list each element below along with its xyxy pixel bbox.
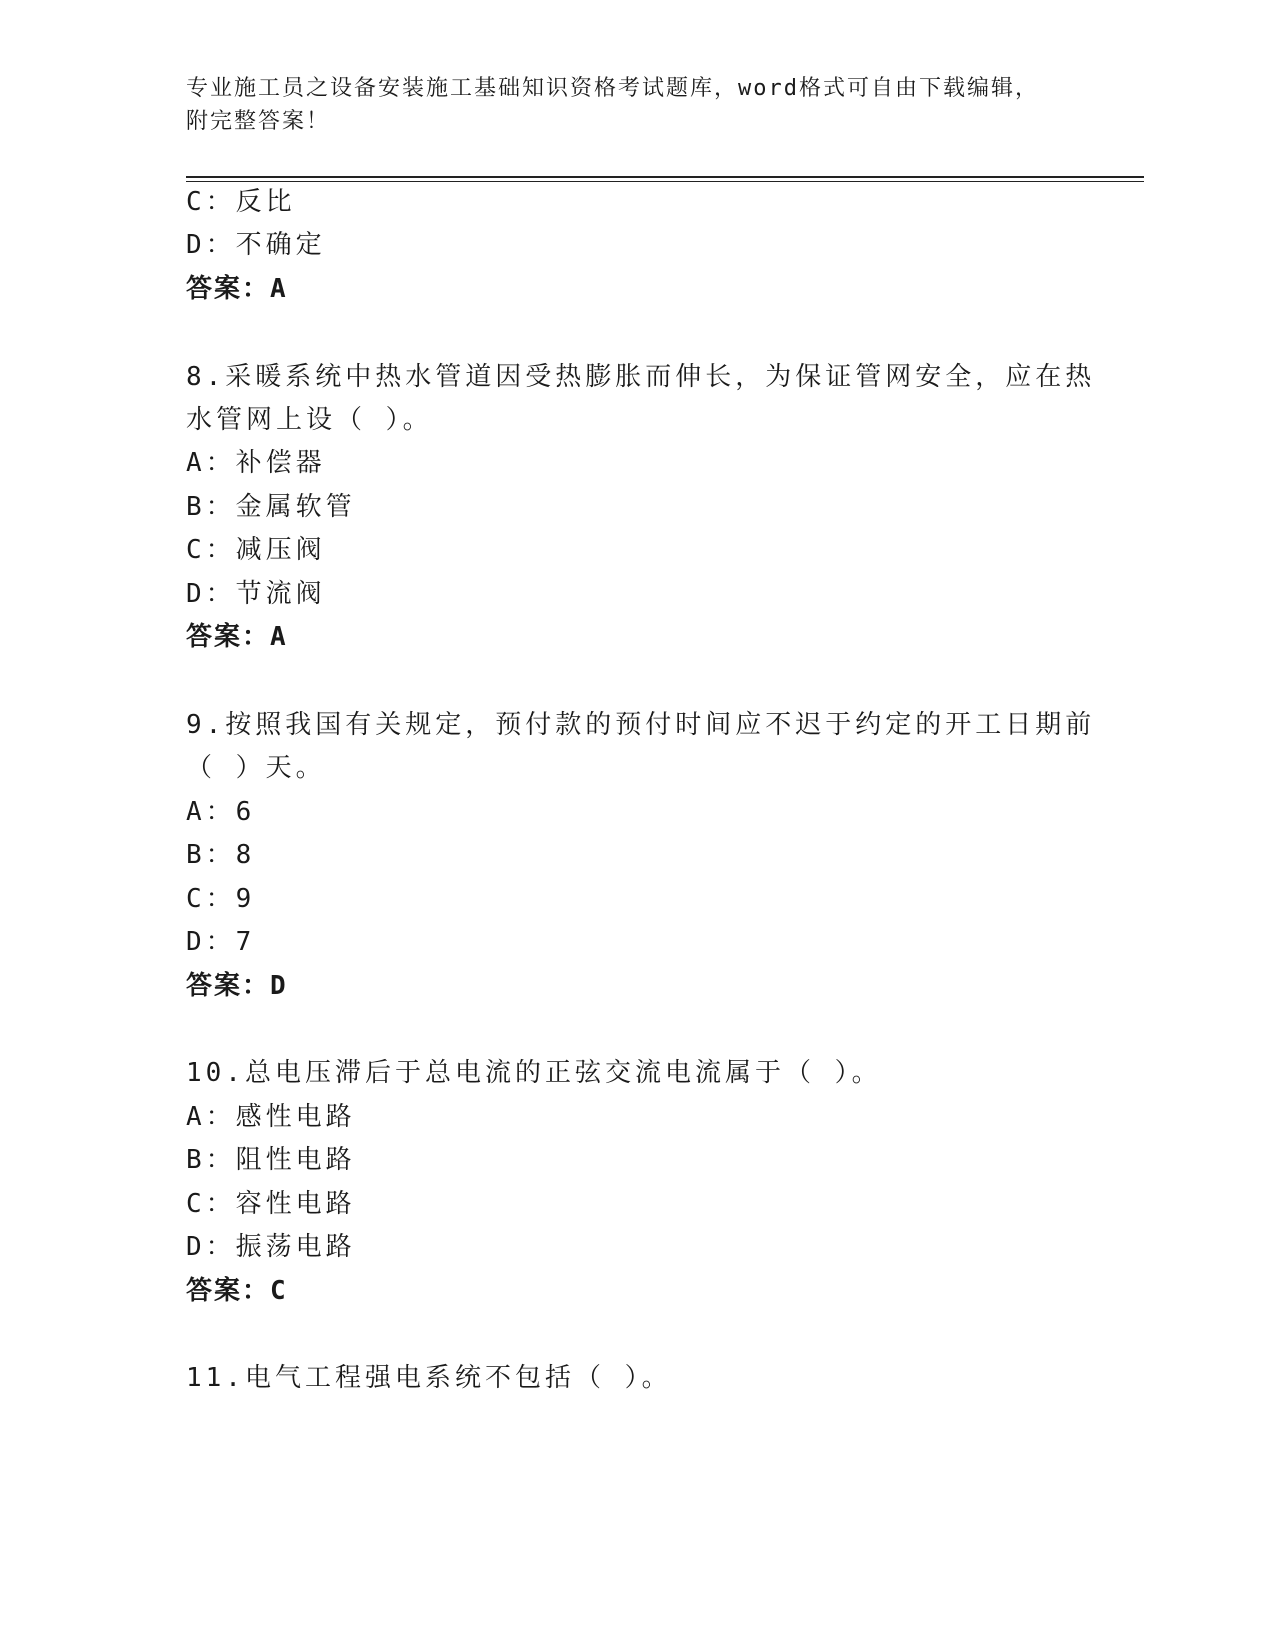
q10-option-d: D：振荡电路 xyxy=(186,1232,356,1262)
q10-stem-line-1: 10.总电压滞后于总电流的正弦交流电流属于（ ）。 xyxy=(186,1058,882,1088)
q9-option-d: D：7 xyxy=(186,927,256,957)
q8-stem-line-2: 水管网上设（ ）。 xyxy=(186,405,433,435)
q10-answer: 答案：C xyxy=(186,1276,288,1306)
q8-answer: 答案：A xyxy=(186,622,288,652)
header-divider-thin xyxy=(186,181,1144,182)
q9-stem-line-1: 9.按照我国有关规定，预付款的预付时间应不迟于约定的开工日期前 xyxy=(186,710,1096,740)
header-line-2: 附完整答案！ xyxy=(186,109,331,134)
q8-stem-line-1: 8.采暖系统中热水管道因受热膨胀而伸长，为保证管网安全，应在热 xyxy=(186,362,1096,392)
q8-option-d: D：节流阀 xyxy=(186,579,326,609)
q11-stem-line-1: 11.电气工程强电系统不包括（ ）。 xyxy=(186,1363,672,1393)
q8-option-b: B：金属软管 xyxy=(186,492,356,522)
q7-option-d: D：不确定 xyxy=(186,230,326,260)
q7-option-c: C：反比 xyxy=(186,187,296,217)
q10-option-b: B：阻性电路 xyxy=(186,1145,356,1175)
q10-option-c: C：容性电路 xyxy=(186,1189,356,1219)
q9-answer: 答案：D xyxy=(186,971,288,1001)
header-line-1: 专业施工员之设备安装施工基础知识资格考试题库，word格式可自由下载编辑， xyxy=(186,76,1039,101)
q10-option-a: A：感性电路 xyxy=(186,1102,356,1132)
q9-option-a: A：6 xyxy=(186,797,256,827)
document-header xyxy=(186,72,1086,138)
q9-stem-line-2: （ ）天。 xyxy=(186,753,326,783)
q8-option-a: A：补偿器 xyxy=(186,448,326,478)
header-divider-thick xyxy=(186,176,1144,178)
q9-option-c: C：9 xyxy=(186,884,256,914)
q9-option-b: B：8 xyxy=(186,840,256,870)
q7-answer: 答案：A xyxy=(186,274,288,304)
q8-option-c: C：减压阀 xyxy=(186,535,326,565)
